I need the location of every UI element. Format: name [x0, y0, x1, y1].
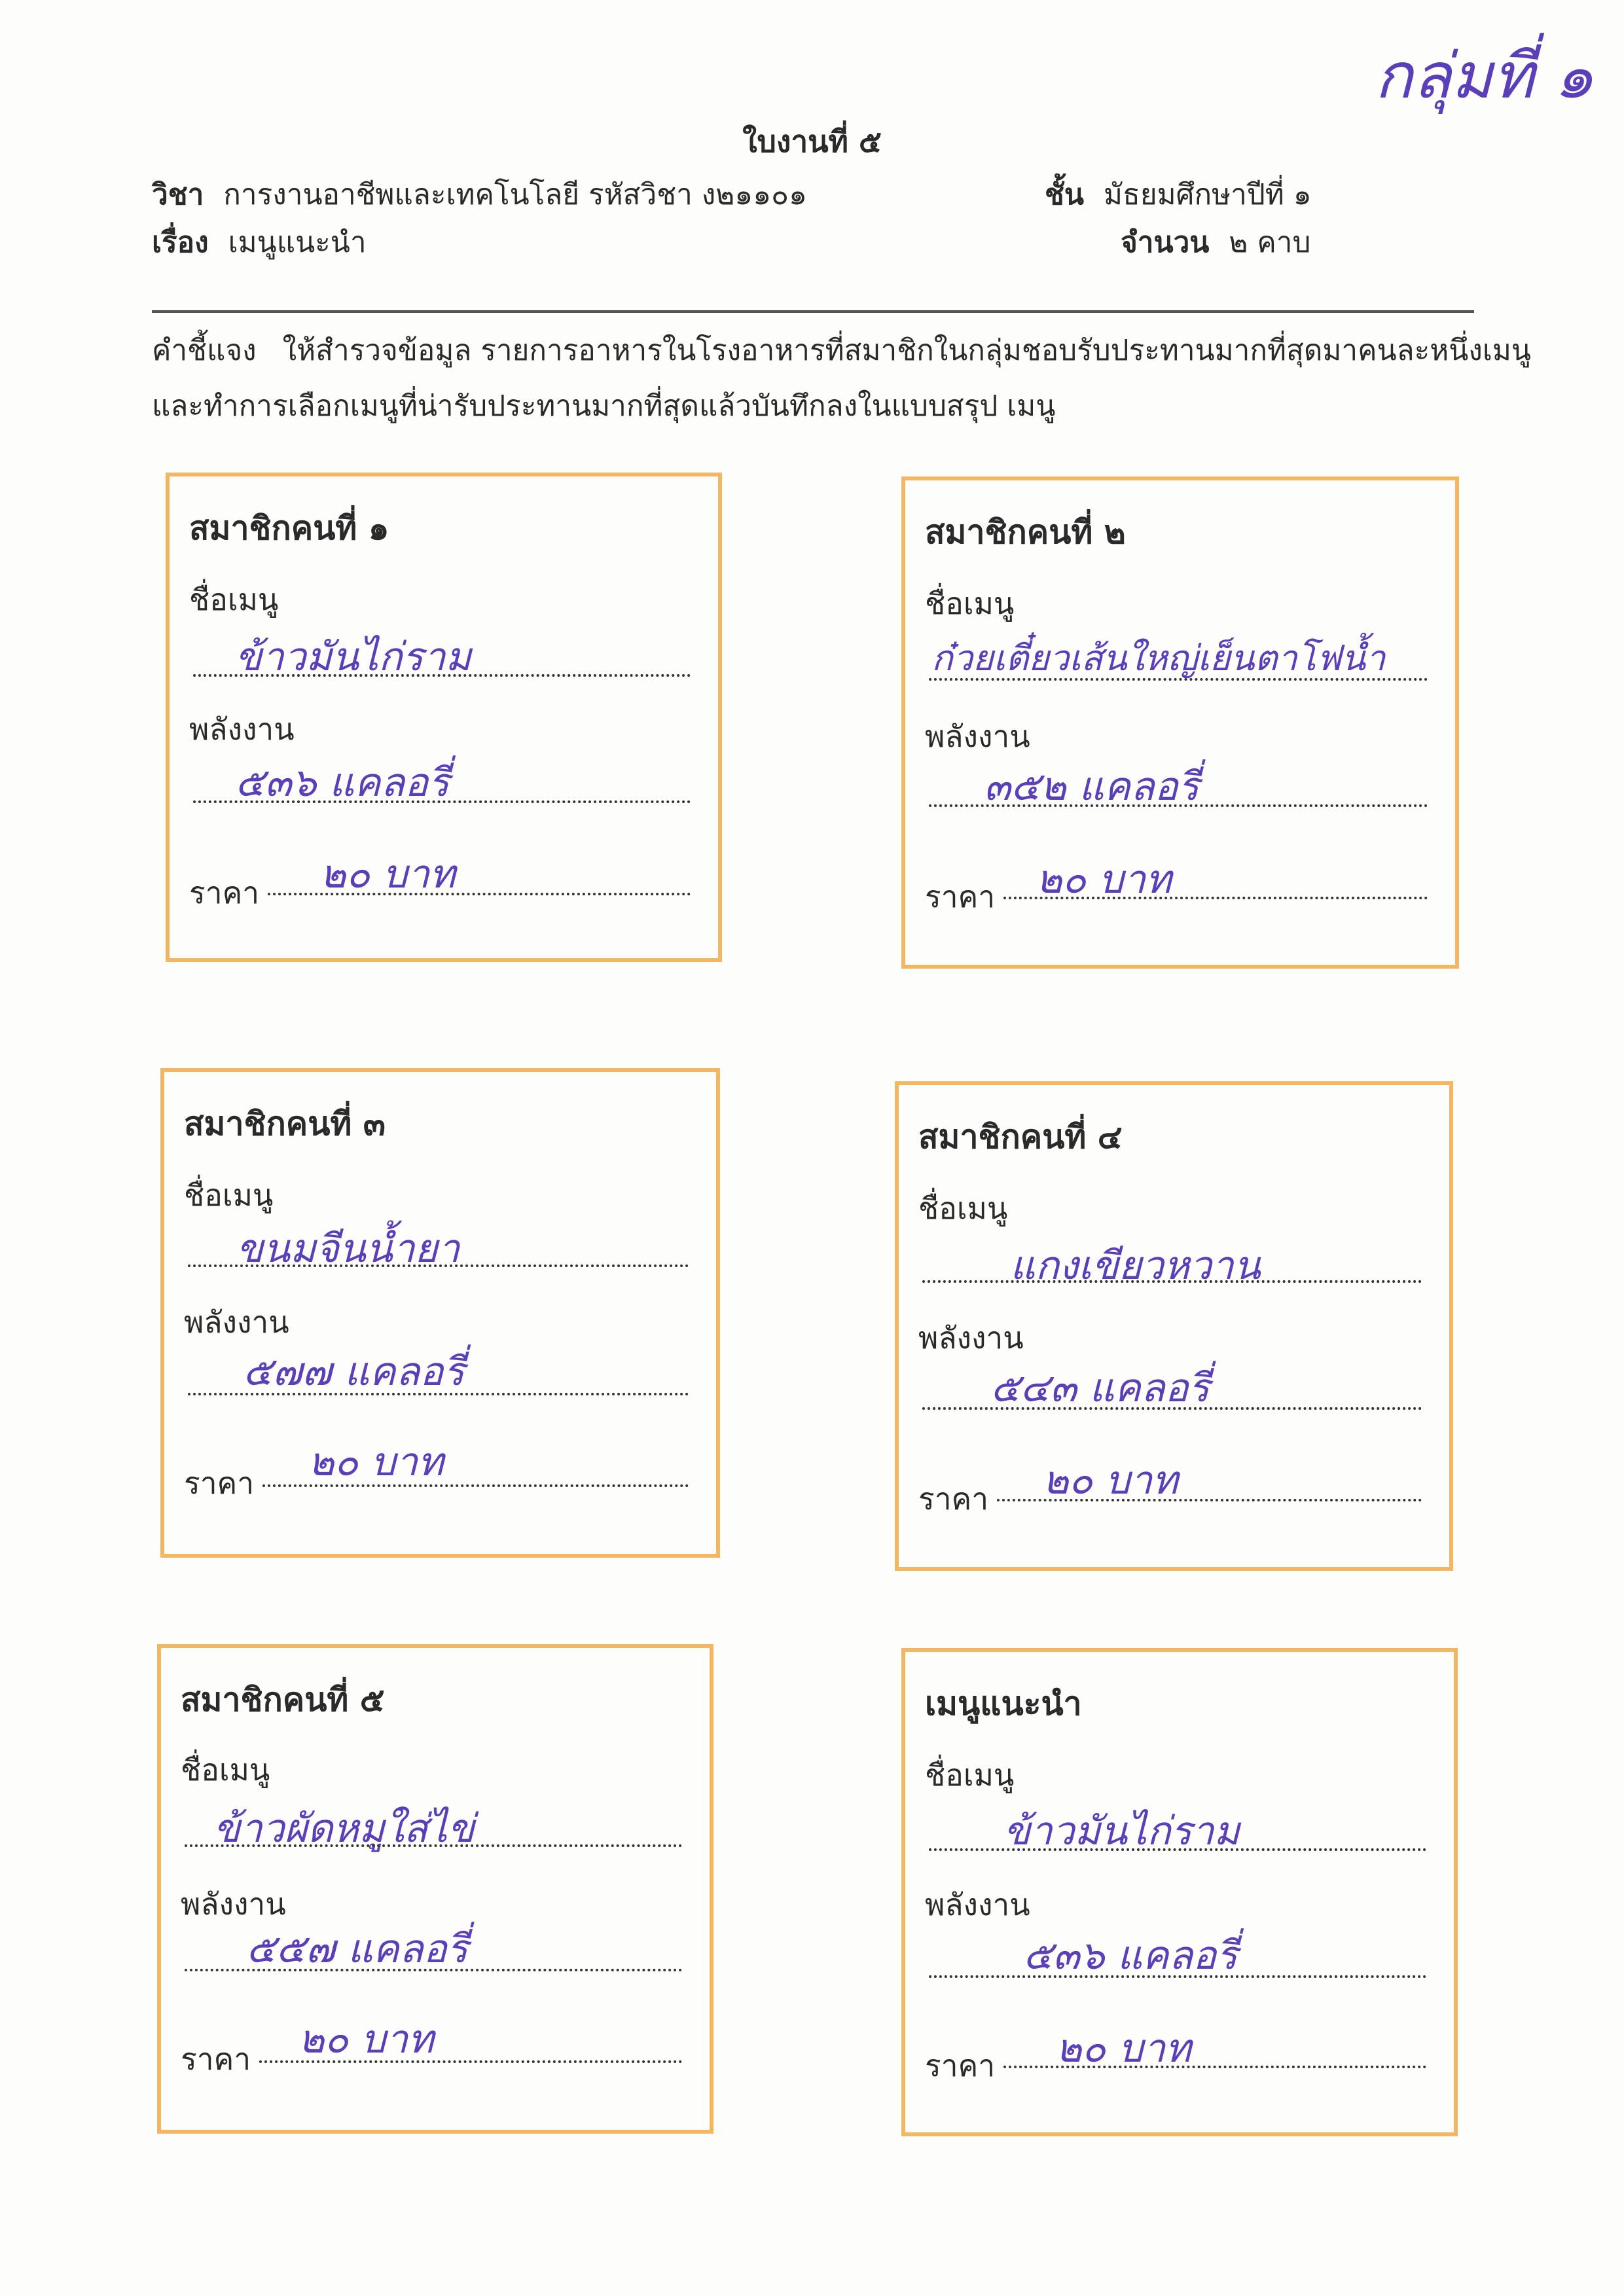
- price-line: [997, 1499, 1422, 1501]
- price-label: ราคา: [918, 1481, 989, 1516]
- energy-value: ๕๓๖ แคลอรี่: [235, 760, 450, 806]
- energy-value: ๓๕๒ แคลอรี่: [984, 764, 1199, 810]
- price-value: ๒๐ บาท: [1056, 2026, 1191, 2072]
- group-label: กลุ่มที่ ๑: [1375, 39, 1594, 113]
- energy-label: พลังงาน: [189, 711, 295, 747]
- menu-label: ชื่อเมนู: [925, 1757, 1015, 1793]
- energy-line: [922, 1407, 1422, 1410]
- recommended-menu-card: [901, 1648, 1458, 2136]
- energy-line: [929, 1975, 1426, 1978]
- energy-label: พลังงาน: [918, 1320, 1024, 1355]
- member-card-2: [901, 476, 1459, 969]
- menu-label: ชื่อเมนู: [925, 586, 1015, 621]
- energy-label: พลังงาน: [184, 1304, 289, 1340]
- member-card-1: [166, 473, 722, 962]
- price-line: [259, 2060, 682, 2063]
- energy-line: [193, 800, 691, 803]
- grade-value: มัธยมศึกษาปีที่ ๑: [1103, 178, 1312, 211]
- price-line: [262, 1484, 689, 1487]
- price-label: ราคา: [184, 1465, 255, 1501]
- price-value: ๒๐ บาท: [308, 1439, 444, 1485]
- subject-label: วิชา: [152, 178, 204, 211]
- price-value: ๒๐ บาท: [1036, 857, 1172, 903]
- menu-value: ข้าวมันไก่ราม: [1003, 1808, 1240, 1854]
- price-value: ๒๐ บาท: [1043, 1458, 1178, 1503]
- price-line: [1003, 2066, 1426, 2068]
- price-label: ราคา: [181, 2041, 251, 2077]
- card-title: สมาชิกคนที่ ๔: [918, 1118, 1123, 1156]
- menu-label: ชื่อเมนู: [918, 1191, 1008, 1226]
- instructions-label: คำชี้แจง: [152, 334, 257, 367]
- menu-value: แกงเขียวหวาน: [1010, 1243, 1261, 1289]
- card-title: สมาชิกคนที่ ๕: [181, 1681, 385, 1719]
- menu-label: ชื่อเมนู: [181, 1752, 270, 1787]
- subject-line: [152, 171, 807, 217]
- price-label: ราคา: [189, 875, 260, 910]
- menu-line: [193, 674, 691, 677]
- card-title: สมาชิกคนที่ ๑: [189, 509, 389, 547]
- instructions-line-1: [152, 327, 1531, 373]
- menu-line: [185, 1844, 682, 1847]
- menu-line: [929, 1848, 1426, 1851]
- instructions-text-1: ให้สำรวจข้อมูล รายการอาหารในโรงอาหารที่สมาชิกในกลุ่มชอบรับประทานมากที่สุดมาคนละหนึ่งเมนู: [282, 334, 1531, 367]
- instructions-text-2: และทำการเลือกเมนูที่น่ารับประทานมากที่สุดแล้วบันทึกลงในแบบสรุป เมนู: [152, 389, 1056, 423]
- sheet-title: ใบงานที่ ๕: [742, 124, 882, 159]
- menu-value: ข้าวมันไก่ราม: [235, 634, 471, 680]
- energy-label: พลังงาน: [181, 1886, 286, 1922]
- menu-label: ชื่อเมนู: [189, 582, 279, 617]
- instructions-line-2: [152, 383, 1055, 429]
- price-value: ๒๐ บาท: [298, 2017, 434, 2062]
- energy-value: ๕๕๗ แคลอรี่: [246, 1926, 468, 1972]
- menu-line: [188, 1265, 689, 1267]
- card-title: สมาชิกคนที่ ๓: [184, 1105, 386, 1143]
- topic-line: [152, 219, 367, 265]
- card-title: เมนูแนะนำ: [925, 1685, 1082, 1723]
- price-line: [268, 893, 691, 895]
- energy-value: ๕๔๓ แคลอรี่: [990, 1365, 1210, 1411]
- menu-value: ขนมจีนน้ำยา: [236, 1226, 460, 1272]
- member-card-3: [160, 1068, 720, 1558]
- price-label: ราคา: [925, 879, 996, 914]
- price-line: [1003, 897, 1428, 899]
- grade-line: [1045, 171, 1312, 217]
- energy-line: [185, 1969, 682, 1971]
- hours-value: ๒ คาบ: [1229, 226, 1311, 259]
- subject-value: การงานอาชีพและเทคโนโลยี รหัสวิชา ง๒๑๑๐๑: [223, 178, 807, 211]
- energy-line: [929, 804, 1428, 807]
- energy-value: ๕๓๖ แคลอรี่: [1023, 1933, 1238, 1979]
- menu-value: ก๋วยเตี๋ยวเส้นใหญ่เย็นตาโฟน้ำ: [931, 637, 1386, 679]
- hours-line: [1121, 219, 1310, 265]
- header-divider: [152, 310, 1474, 313]
- menu-line: [922, 1280, 1422, 1283]
- energy-label: พลังงาน: [925, 719, 1030, 754]
- price-value: ๒๐ บาท: [320, 852, 456, 897]
- menu-line: [929, 678, 1428, 681]
- price-label: ราคา: [925, 2048, 996, 2083]
- energy-value: ๕๗๗ แคลอรี่: [243, 1349, 465, 1395]
- grade-label: ชั้น: [1045, 178, 1084, 211]
- menu-label: ชื่อเมนู: [184, 1177, 274, 1213]
- menu-value: ข้าวผัดหมูใส่ไข่: [213, 1806, 475, 1852]
- energy-label: พลังงาน: [925, 1887, 1030, 1922]
- topic-value: เมนูแนะนำ: [228, 226, 367, 259]
- member-card-4: [895, 1081, 1453, 1571]
- card-title: สมาชิกคนที่ ๒: [925, 513, 1126, 551]
- member-card-5: [157, 1644, 713, 2134]
- energy-line: [188, 1393, 689, 1395]
- hours-label: จำนวน: [1121, 226, 1210, 259]
- topic-label: เรื่อง: [152, 226, 209, 259]
